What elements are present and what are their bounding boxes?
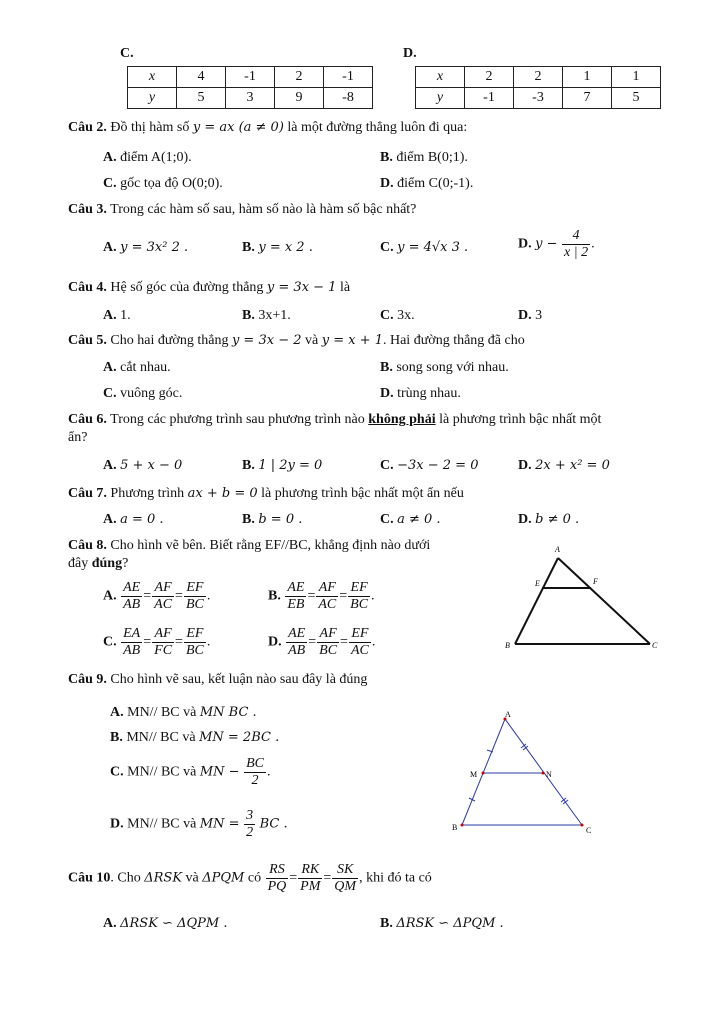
q10-has: có	[247, 870, 262, 886]
option-text: cắt nhau.	[120, 360, 171, 375]
q8-text-a: Cho hình vẽ bên. Biết rằng EF//BC, khẳng định nào dưới	[110, 538, 431, 553]
label-e: E	[535, 579, 540, 588]
q7-text-b: là phương trình bậc nhất một ẩn nếu	[261, 486, 464, 501]
q3-option-c[interactable]	[380, 240, 468, 256]
q3-option-d[interactable]	[518, 228, 595, 261]
q10-option-a[interactable]	[103, 916, 227, 932]
fraction	[121, 626, 142, 659]
table-cell: 5	[612, 88, 661, 109]
table-c-x-head: x	[128, 67, 177, 88]
option-text: ΔRSK ∽ ΔQPM .	[120, 916, 228, 931]
numerator: AF	[316, 580, 338, 597]
q9-option-a[interactable]	[110, 705, 257, 721]
option-label: A.	[103, 308, 117, 323]
table-cell: 1	[563, 67, 612, 88]
option-label: D.	[380, 386, 394, 401]
q10-option-b[interactable]	[380, 916, 504, 932]
q8-triangle-figure	[495, 540, 675, 655]
option-text: 3x+1.	[258, 308, 291, 323]
q7-option-a[interactable]	[103, 512, 164, 528]
option-text: gốc tọa độ O(0;0).	[120, 176, 223, 191]
q5-text-b: . Hai đường thẳng đã cho	[382, 333, 525, 348]
option-label: A.	[103, 240, 117, 255]
denominator: 2	[246, 825, 254, 840]
option-formula: MN −	[199, 764, 240, 780]
numerator: EF	[184, 580, 206, 597]
q8-number: Câu 8.	[68, 538, 107, 553]
option-text: điểm C(0;-1).	[397, 176, 474, 191]
q4-option-c[interactable]	[380, 308, 415, 324]
numerator: 3	[246, 808, 254, 823]
q3-stem	[68, 202, 416, 218]
fraction	[285, 580, 306, 613]
table-cell: 7	[563, 88, 612, 109]
fraction	[562, 228, 590, 261]
q5-option-b[interactable]	[380, 360, 509, 376]
option-label: D.	[518, 236, 532, 252]
q4-option-a[interactable]	[103, 308, 131, 324]
option-text: trùng nhau.	[397, 386, 461, 401]
option-formula: MN = 2BC .	[199, 730, 280, 745]
table-cell: 2	[275, 67, 324, 88]
option-formula: MN =	[199, 816, 240, 832]
option-text: y = x 2 .	[258, 240, 313, 255]
option-text: 2x + x² = 0	[535, 458, 610, 473]
q8-text-b: đây	[68, 556, 89, 571]
q5-formula-2: y = x + 1	[321, 333, 383, 348]
q3-option-b[interactable]	[242, 240, 313, 256]
denominator: BC	[185, 597, 204, 612]
numerator: AF	[152, 580, 174, 597]
q4-formula: y = 3x − 1	[266, 280, 337, 295]
label-b: B	[452, 823, 458, 832]
table-d	[415, 66, 661, 109]
option-label: A.	[103, 150, 117, 165]
table-cell: 4	[177, 67, 226, 88]
q8-stem-cont	[68, 556, 128, 572]
q5-stem	[68, 333, 525, 349]
q5-formula-1: y = 3x − 2	[231, 333, 302, 348]
q2-stem	[68, 120, 467, 136]
option-formula: MN BC .	[199, 705, 257, 720]
denominator: PM	[300, 879, 321, 894]
denominator: AB	[288, 643, 306, 658]
numerator: AE	[123, 580, 141, 595]
q2-text-b: là một đường thẳng luôn đi qua:	[287, 120, 468, 135]
side-ac	[558, 558, 650, 644]
option-label: B.	[242, 240, 255, 255]
table-d-x-head: x	[416, 67, 465, 88]
option-label: A.	[103, 458, 117, 473]
q4-option-b[interactable]	[242, 308, 291, 324]
q2-option-b[interactable]	[380, 150, 468, 166]
fraction	[349, 626, 371, 659]
q6-option-b[interactable]	[242, 458, 322, 474]
q9-text: Cho hình vẽ sau, kết luận nào sau đây là đúng	[110, 672, 368, 687]
option-text: MN// BC và	[127, 816, 197, 832]
q5-option-c[interactable]	[103, 386, 182, 402]
fraction	[244, 808, 255, 841]
option-text: MN// BC và	[127, 705, 197, 720]
q9-number: Câu 9.	[68, 672, 107, 687]
q6-option-d[interactable]	[518, 458, 610, 474]
fraction	[121, 580, 142, 613]
fraction	[317, 626, 339, 659]
option-text: 1 | 2y = 0	[258, 458, 323, 473]
q6-option-c[interactable]	[380, 458, 478, 474]
denominator: BC	[350, 597, 369, 612]
option-label: A.	[103, 360, 117, 375]
q6-option-a[interactable]	[103, 458, 182, 474]
denominator: BC	[185, 643, 204, 658]
q6-stem-cont: ẩn?	[68, 430, 88, 445]
q10-number: Câu 10	[68, 870, 111, 886]
point-c	[581, 824, 584, 827]
denominator: PQ	[267, 879, 287, 894]
label-f: F	[593, 577, 598, 586]
point-b	[461, 824, 464, 827]
q8-option-a[interactable]: A. $\frac{AE}{AB}$ = $\frac{AF}{AC}$ = $\frac{EF}{BC}$ .	[103, 580, 211, 612]
q2-text-a: Đồ thị hàm số	[110, 120, 190, 135]
option-label: C.	[380, 512, 394, 527]
q8-text-c: ?	[122, 556, 129, 571]
option-text: 1.	[120, 308, 131, 323]
q9-option-d[interactable]	[110, 808, 288, 841]
q3-text: Trong các hàm số sau, hàm số nào là hàm số bậc nhất?	[110, 202, 417, 217]
numerator: AF	[152, 626, 174, 643]
label-m: M	[470, 770, 478, 779]
point-n	[542, 772, 545, 775]
q8-option-c[interactable]: C. $\frac{EA}{AB}$ = $\frac{AF}{FC}$ = $\frac{EF}{BC}$ .	[103, 626, 211, 658]
q3-number: Câu 3.	[68, 202, 107, 217]
numerator: EF	[184, 626, 206, 643]
q10-text-b: , khi đó ta có	[359, 870, 432, 886]
q4-stem	[68, 280, 350, 296]
q8-stem	[68, 538, 430, 554]
option-text: b = 0 .	[258, 512, 303, 527]
q9-option-b[interactable]	[110, 730, 279, 746]
denominator: x | 2	[564, 245, 589, 260]
table-cell: -1	[226, 67, 275, 88]
q8-option-d[interactable]: D. $\frac{AE}{AB}$ = $\frac{AF}{BC}$ = $\frac{EF}{AC}$ .	[268, 626, 376, 658]
option-text: ΔRSK ∽ ΔPQM .	[396, 916, 504, 931]
q9-option-c[interactable]	[110, 756, 270, 789]
q6-number: Câu 6.	[68, 412, 107, 427]
q2-option-d[interactable]	[380, 176, 473, 192]
q7-option-b[interactable]	[242, 512, 302, 528]
q5-number: Câu 5.	[68, 333, 107, 348]
q10-triangle-1: ΔRSK	[144, 870, 183, 886]
table-cell: 1	[612, 67, 661, 88]
option-text: 5 + x − 0	[120, 458, 183, 473]
denominator: AC	[154, 597, 173, 612]
numerator: AF	[317, 626, 339, 643]
option-label: B.	[380, 916, 393, 931]
q5-text-a: Cho hai đường thẳng	[110, 333, 229, 348]
table-cell: -3	[514, 88, 563, 109]
option-label: C.	[103, 176, 117, 191]
fraction	[316, 580, 338, 613]
option-label: A.	[103, 588, 117, 604]
denominator: AC	[350, 643, 369, 658]
option-label: B.	[242, 512, 255, 527]
table-cell: 9	[275, 88, 324, 109]
fraction	[244, 756, 266, 789]
numerator: RS	[266, 862, 289, 879]
table-cell: 2	[514, 67, 563, 88]
numerator: EF	[349, 626, 371, 643]
numerator: 4	[562, 228, 590, 245]
table-cell: 2	[465, 67, 514, 88]
fraction	[298, 862, 322, 895]
q10-triangle-2: ΔPQM	[202, 870, 245, 886]
option-label: C.	[103, 386, 117, 401]
option-label: C.	[103, 634, 117, 650]
fraction	[286, 626, 307, 659]
option-label: D.	[518, 512, 532, 527]
numerator: EF	[348, 580, 370, 597]
table-cell: 3	[226, 88, 275, 109]
side-ab	[515, 558, 558, 644]
punct: .	[266, 764, 271, 780]
numerator: RK	[298, 862, 322, 879]
option-label: C.	[380, 458, 394, 473]
label-c: C	[652, 641, 658, 650]
fraction	[348, 580, 370, 613]
fraction	[152, 580, 174, 613]
q7-formula: ax + b = 0	[187, 486, 258, 501]
option-text: điểm B(0;1).	[396, 150, 468, 165]
q7-option-c[interactable]	[380, 512, 441, 528]
option-text: a ≠ 0 .	[397, 512, 441, 527]
option-label: C.	[110, 764, 124, 780]
option-text: 3x.	[397, 308, 415, 323]
option-label: D.	[380, 176, 394, 191]
q6-emphasis: không phải	[368, 412, 436, 427]
option-label: A.	[110, 705, 124, 720]
table-cell: -8	[324, 88, 373, 109]
denominator: QM	[334, 879, 357, 894]
option-text: y = 4√x 3 .	[397, 240, 469, 255]
table-c-y-head: y	[128, 88, 177, 109]
q4-text-a: Hệ số góc của đường thẳng	[110, 280, 264, 295]
option-text: điểm A(1;0).	[120, 150, 192, 165]
q10-text-a: . Cho	[110, 870, 141, 886]
option-label: B.	[242, 308, 255, 323]
q2-option-c[interactable]	[103, 176, 223, 192]
option-text: b ≠ 0 .	[535, 512, 580, 527]
table-cell: -1	[465, 88, 514, 109]
fraction	[332, 862, 358, 895]
option-label: D.	[268, 634, 282, 650]
option-label: A.	[103, 916, 117, 931]
q10-and: và	[185, 870, 199, 886]
option-label: C.	[380, 308, 394, 323]
fraction	[152, 626, 174, 659]
punct: .	[591, 236, 595, 252]
q2-formula: y = ax (a ≠ 0)	[192, 120, 284, 135]
q4-number: Câu 4.	[68, 280, 107, 295]
option-text: y −	[535, 236, 558, 252]
q7-option-d[interactable]	[518, 512, 579, 528]
option-label: C.	[380, 240, 394, 255]
denominator: AC	[318, 597, 337, 612]
denominator: FC	[154, 643, 173, 658]
q9-stem	[68, 672, 367, 688]
q5-and: và	[305, 333, 319, 348]
label-b: B	[505, 641, 510, 650]
numerator: AE	[288, 626, 306, 641]
option-text: vuông góc.	[120, 386, 183, 401]
point-m	[482, 772, 485, 775]
numerator: EA	[123, 626, 141, 641]
q4-option-d[interactable]	[518, 308, 542, 324]
table-cell: 5	[177, 88, 226, 109]
option-label: B.	[380, 150, 393, 165]
label-c: C	[586, 826, 592, 835]
numerator: BC	[246, 756, 264, 771]
option-label: B.	[110, 730, 123, 745]
q8-option-b[interactable]: B. $\frac{AE}{EB}$ = $\frac{AF}{AC}$ = $\frac{EF}{BC}$ .	[268, 580, 375, 612]
q9-triangle-figure	[450, 705, 610, 840]
q2-option-a[interactable]	[103, 150, 192, 166]
option-label: D.	[518, 308, 532, 323]
q6-stem	[68, 412, 601, 428]
option-text: y = 3x² 2 .	[120, 240, 189, 255]
option-text: 3	[535, 308, 543, 323]
q7-text-a: Phương trình	[110, 486, 185, 501]
option-text: MN// BC và	[127, 764, 197, 780]
q6-text-a: Trong các phương trình sau phương trình nào	[110, 412, 365, 427]
denominator: AB	[123, 643, 141, 658]
q6-text-b: là phương trình bậc nhất một	[439, 412, 602, 427]
fraction	[184, 626, 206, 659]
q2-number: Câu 2.	[68, 120, 107, 135]
q8-emphasis: đúng	[91, 556, 123, 571]
label-a: A	[555, 545, 560, 554]
denominator: EB	[287, 597, 305, 612]
q5-option-a[interactable]	[103, 360, 171, 376]
q7-stem	[68, 486, 464, 502]
table-c-label: C.	[120, 46, 134, 61]
option-label: A.	[103, 512, 117, 527]
option-text: song song với nhau.	[396, 360, 509, 375]
denominator: 2	[251, 773, 259, 788]
option-text: MN// BC và	[126, 730, 196, 745]
option-formula-tail: BC .	[259, 816, 288, 832]
q10-stem: Câu 10. Cho ΔRSK và ΔPQM có $\frac{RS}{PQ}$ = $\frac{RK}{PM}$ = $\frac{SK}{QM}$ , khi đó ta có	[68, 862, 432, 894]
option-text: −3x − 2 = 0	[397, 458, 479, 473]
q5-option-d[interactable]	[380, 386, 461, 402]
numerator: AE	[287, 580, 305, 595]
label-n: N	[546, 770, 552, 779]
numerator: SK	[332, 862, 358, 879]
option-label: D.	[110, 816, 124, 832]
denominator: AB	[123, 597, 141, 612]
fraction	[266, 862, 289, 895]
q3-option-a[interactable]	[103, 240, 188, 256]
option-label: D.	[518, 458, 532, 473]
denominator: BC	[319, 643, 338, 658]
option-label: B.	[268, 588, 281, 604]
option-label: B.	[380, 360, 393, 375]
option-text: a = 0 .	[120, 512, 164, 527]
table-d-y-head: y	[416, 88, 465, 109]
label-a: A	[505, 710, 511, 719]
table-d-label: D.	[403, 46, 417, 61]
fraction	[184, 580, 206, 613]
table-c	[127, 66, 373, 109]
q4-text-b: là	[339, 280, 351, 295]
option-label: B.	[242, 458, 255, 473]
q7-number: Câu 7.	[68, 486, 107, 501]
table-cell: -1	[324, 67, 373, 88]
